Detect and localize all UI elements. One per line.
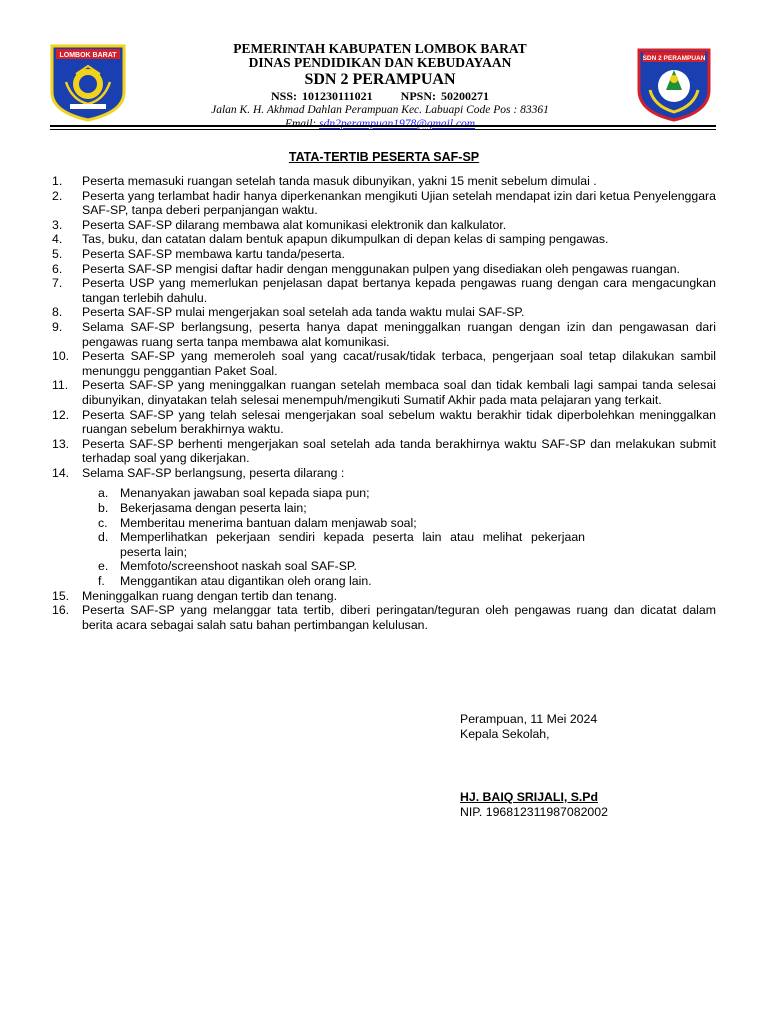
rule-text: Peserta SAF-SP yang memeroleh soal yang cacat/rusak/tidak terbaca, pengerjaan soal tetap dilakukan sambil menunggu penggantian Paket Soal. xyxy=(82,349,716,378)
rule-number: 1. xyxy=(52,174,63,188)
department-name: DINAS PENDIDIKAN DAN KEBUDAYAAN xyxy=(248,55,512,70)
rule-number: 14. xyxy=(52,465,70,480)
rule-text: Peserta SAF-SP mulai mengerjakan soal setelah ada tanda waktu mulai SAF-SP. xyxy=(82,305,525,320)
sub-rule-letter: c. xyxy=(98,515,108,530)
rule-text: Tas, buku, dan catatan dalam bentuk apapun dikumpulkan di depan kelas di samping pengawas. xyxy=(82,232,609,247)
signature-block xyxy=(460,712,608,820)
lombok-barat-logo xyxy=(48,42,128,122)
rule-text: Peserta SAF-SP yang meninggalkan ruangan setelah membaca soal dan tidak kembali lagi sampai tanda selesai dibunyikan, dinyatakan telah selesai menempuh/mengikuti Sumatif Akhir pada mata pelajaran yang terkait. xyxy=(82,378,716,407)
sub-rule-item xyxy=(98,530,716,559)
rule-text: Peserta memasuki ruangan setelah tanda masuk dibunyikan, yakni 15 menit sebelum dimulai . xyxy=(82,174,597,188)
npsn-number: NPSN: 50200271 xyxy=(400,89,490,103)
sub-rule-text: Bekerjasama dengan peserta lain; xyxy=(120,501,307,516)
government-name: PEMERINTAH KABUPATEN LOMBOK BARAT xyxy=(233,41,527,56)
rule-text: Peserta yang terlambat hadir hanya diperkenankan mengikuti Ujian setelah mendapat izin dari ketua Penyelenggara SAF-SP, tanpa deberi perpanjangan waktu. xyxy=(82,188,716,218)
rule-item xyxy=(52,247,716,262)
rule-item xyxy=(52,349,716,378)
email-link[interactable]: sdn2perampuan1978@gmail.com xyxy=(319,118,476,130)
signer-name: HJ. BAIQ SRIJALI, S.Pd xyxy=(460,790,599,804)
sub-rule-item xyxy=(98,501,716,516)
rule-number: 3. xyxy=(52,217,63,232)
rule-item xyxy=(52,232,716,247)
sub-rule-item xyxy=(98,574,716,589)
rule-text: Peserta SAF-SP berhenti mengerjakan soal setelah ada tanda berakhirnya waktu SAF-SP dan melakukan submit terhadap soal yang dikerjakan. xyxy=(82,436,716,466)
school-codes xyxy=(150,89,610,103)
rule-text: Peserta SAF-SP mengisi daftar hadir dengan menggunakan pulpen yang disediakan oleh pengawas ruangan. xyxy=(82,261,680,276)
rule-item xyxy=(52,276,716,305)
rule-number: 13. xyxy=(52,436,70,451)
rule-text: Meninggalkan ruang dengan tertib dan tenang. xyxy=(82,588,338,603)
nss-number: NSS: 101230111021 xyxy=(270,89,373,103)
sub-rule-letter: b. xyxy=(98,501,109,516)
rule-item xyxy=(52,408,716,437)
rule-item xyxy=(52,378,716,407)
rule-item xyxy=(52,466,716,481)
rule-number: 16. xyxy=(52,603,70,618)
rule-item xyxy=(52,603,716,632)
rule-number: 11. xyxy=(52,378,69,393)
rule-number: 7. xyxy=(52,276,63,291)
school-logo xyxy=(636,44,712,122)
sub-rule-text: Memberitau menerima bantuan dalam menjawab soal; xyxy=(120,515,417,530)
rule-text: Peserta SAF-SP membawa kartu tanda/peserta. xyxy=(82,246,345,261)
rule-number: 4. xyxy=(52,232,63,247)
rule-text: Peserta SAF-SP yang telah selesai mengerjakan soal sebelum waktu berakhir tidak diperbolehkan meninggalkan ruangan sebelum berakhirnya waktu. xyxy=(82,407,716,437)
rule-text: Selama SAF-SP berlangsung, peserta hanya dapat meninggalkan ruangan dengan izin dan pengawasan dari pengawas ruang serta tanpa membawa alat komunikasi. xyxy=(82,319,716,349)
rule-number: 5. xyxy=(52,246,63,261)
sub-rule-text: Menanyakan jawaban soal kepada siapa pun; xyxy=(120,486,370,501)
sub-rule-item xyxy=(98,486,716,501)
sub-rule-item xyxy=(98,516,716,531)
school-address: Jalan K. H. Akhmad Dahlan Perampuan Kec. Labuapi Code Pos : 83361 xyxy=(211,104,549,116)
rule-item xyxy=(52,189,716,218)
rule-number: 10. xyxy=(52,349,70,364)
rule-item xyxy=(52,218,716,233)
rule-number: 12. xyxy=(52,407,70,422)
rule-item xyxy=(52,320,716,349)
school-name: SDN 2 PERAMPUAN xyxy=(304,71,456,88)
letterhead xyxy=(150,42,610,131)
rule-item xyxy=(52,437,716,466)
place-date: Perampuan, 11 Mei 2024 xyxy=(460,712,598,726)
rule-number: 2. xyxy=(52,188,63,203)
rule-item xyxy=(52,305,716,320)
logo-left-text: LOMBOK BARAT xyxy=(59,52,117,59)
email-label: Email: xyxy=(284,118,317,130)
sub-rule-letter: a. xyxy=(98,486,109,501)
logo-right-text: SDN 2 PERAMPUAN xyxy=(642,55,706,62)
rule-text: Peserta SAF-SP yang melanggar tata tertib, diberi peringatan/teguran oleh pengawas ruang dan dicatat dalam berita acara sebagai salah satu bahan pertimbangan kelulusan. xyxy=(82,603,716,632)
letterhead-divider-thick xyxy=(50,125,716,127)
rule-number: 6. xyxy=(52,261,63,276)
rule-item xyxy=(52,589,716,604)
rule-number: 8. xyxy=(52,305,63,320)
rule-text: Selama SAF-SP berlangsung, peserta dilarang : xyxy=(82,465,345,480)
rule-item xyxy=(52,174,716,189)
sub-rule-letter: d. xyxy=(98,530,109,545)
rules-list xyxy=(52,174,716,632)
rule-number: 15. xyxy=(52,588,70,603)
rule-item xyxy=(52,262,716,277)
sub-rule-text: Memperlihatkan pekerjaan sendiri kepada peserta lain atau melihat pekerjaan peserta lain; xyxy=(120,530,585,559)
sub-rule-text: Menggantikan atau digantikan oleh orang lain. xyxy=(120,574,372,589)
document-title: TATA-TERTIB PESERTA SAF-SP xyxy=(288,150,480,164)
signer-nip: NIP. 196812311987082002 xyxy=(460,805,608,819)
sub-rule-letter: e. xyxy=(98,559,109,574)
letterhead-divider-thin xyxy=(50,129,716,130)
sub-rule-text: Memfoto/screenshoot naskah soal SAF-SP. xyxy=(120,559,357,574)
signer-position: Kepala Sekolah, xyxy=(460,727,550,741)
sub-rule-letter: f. xyxy=(98,574,105,589)
rule-text: Peserta USP yang memerlukan penjelasan dapat bertanya kepada pengawas ruang dengan cara mengacungkan tangan terlebih dahulu. xyxy=(82,276,716,305)
sub-rule-item xyxy=(98,559,716,574)
rule-text: Peserta SAF-SP dilarang membawa alat komunikasi elektronik dan kalkulator. xyxy=(82,217,507,232)
rule-number: 9. xyxy=(52,319,63,334)
